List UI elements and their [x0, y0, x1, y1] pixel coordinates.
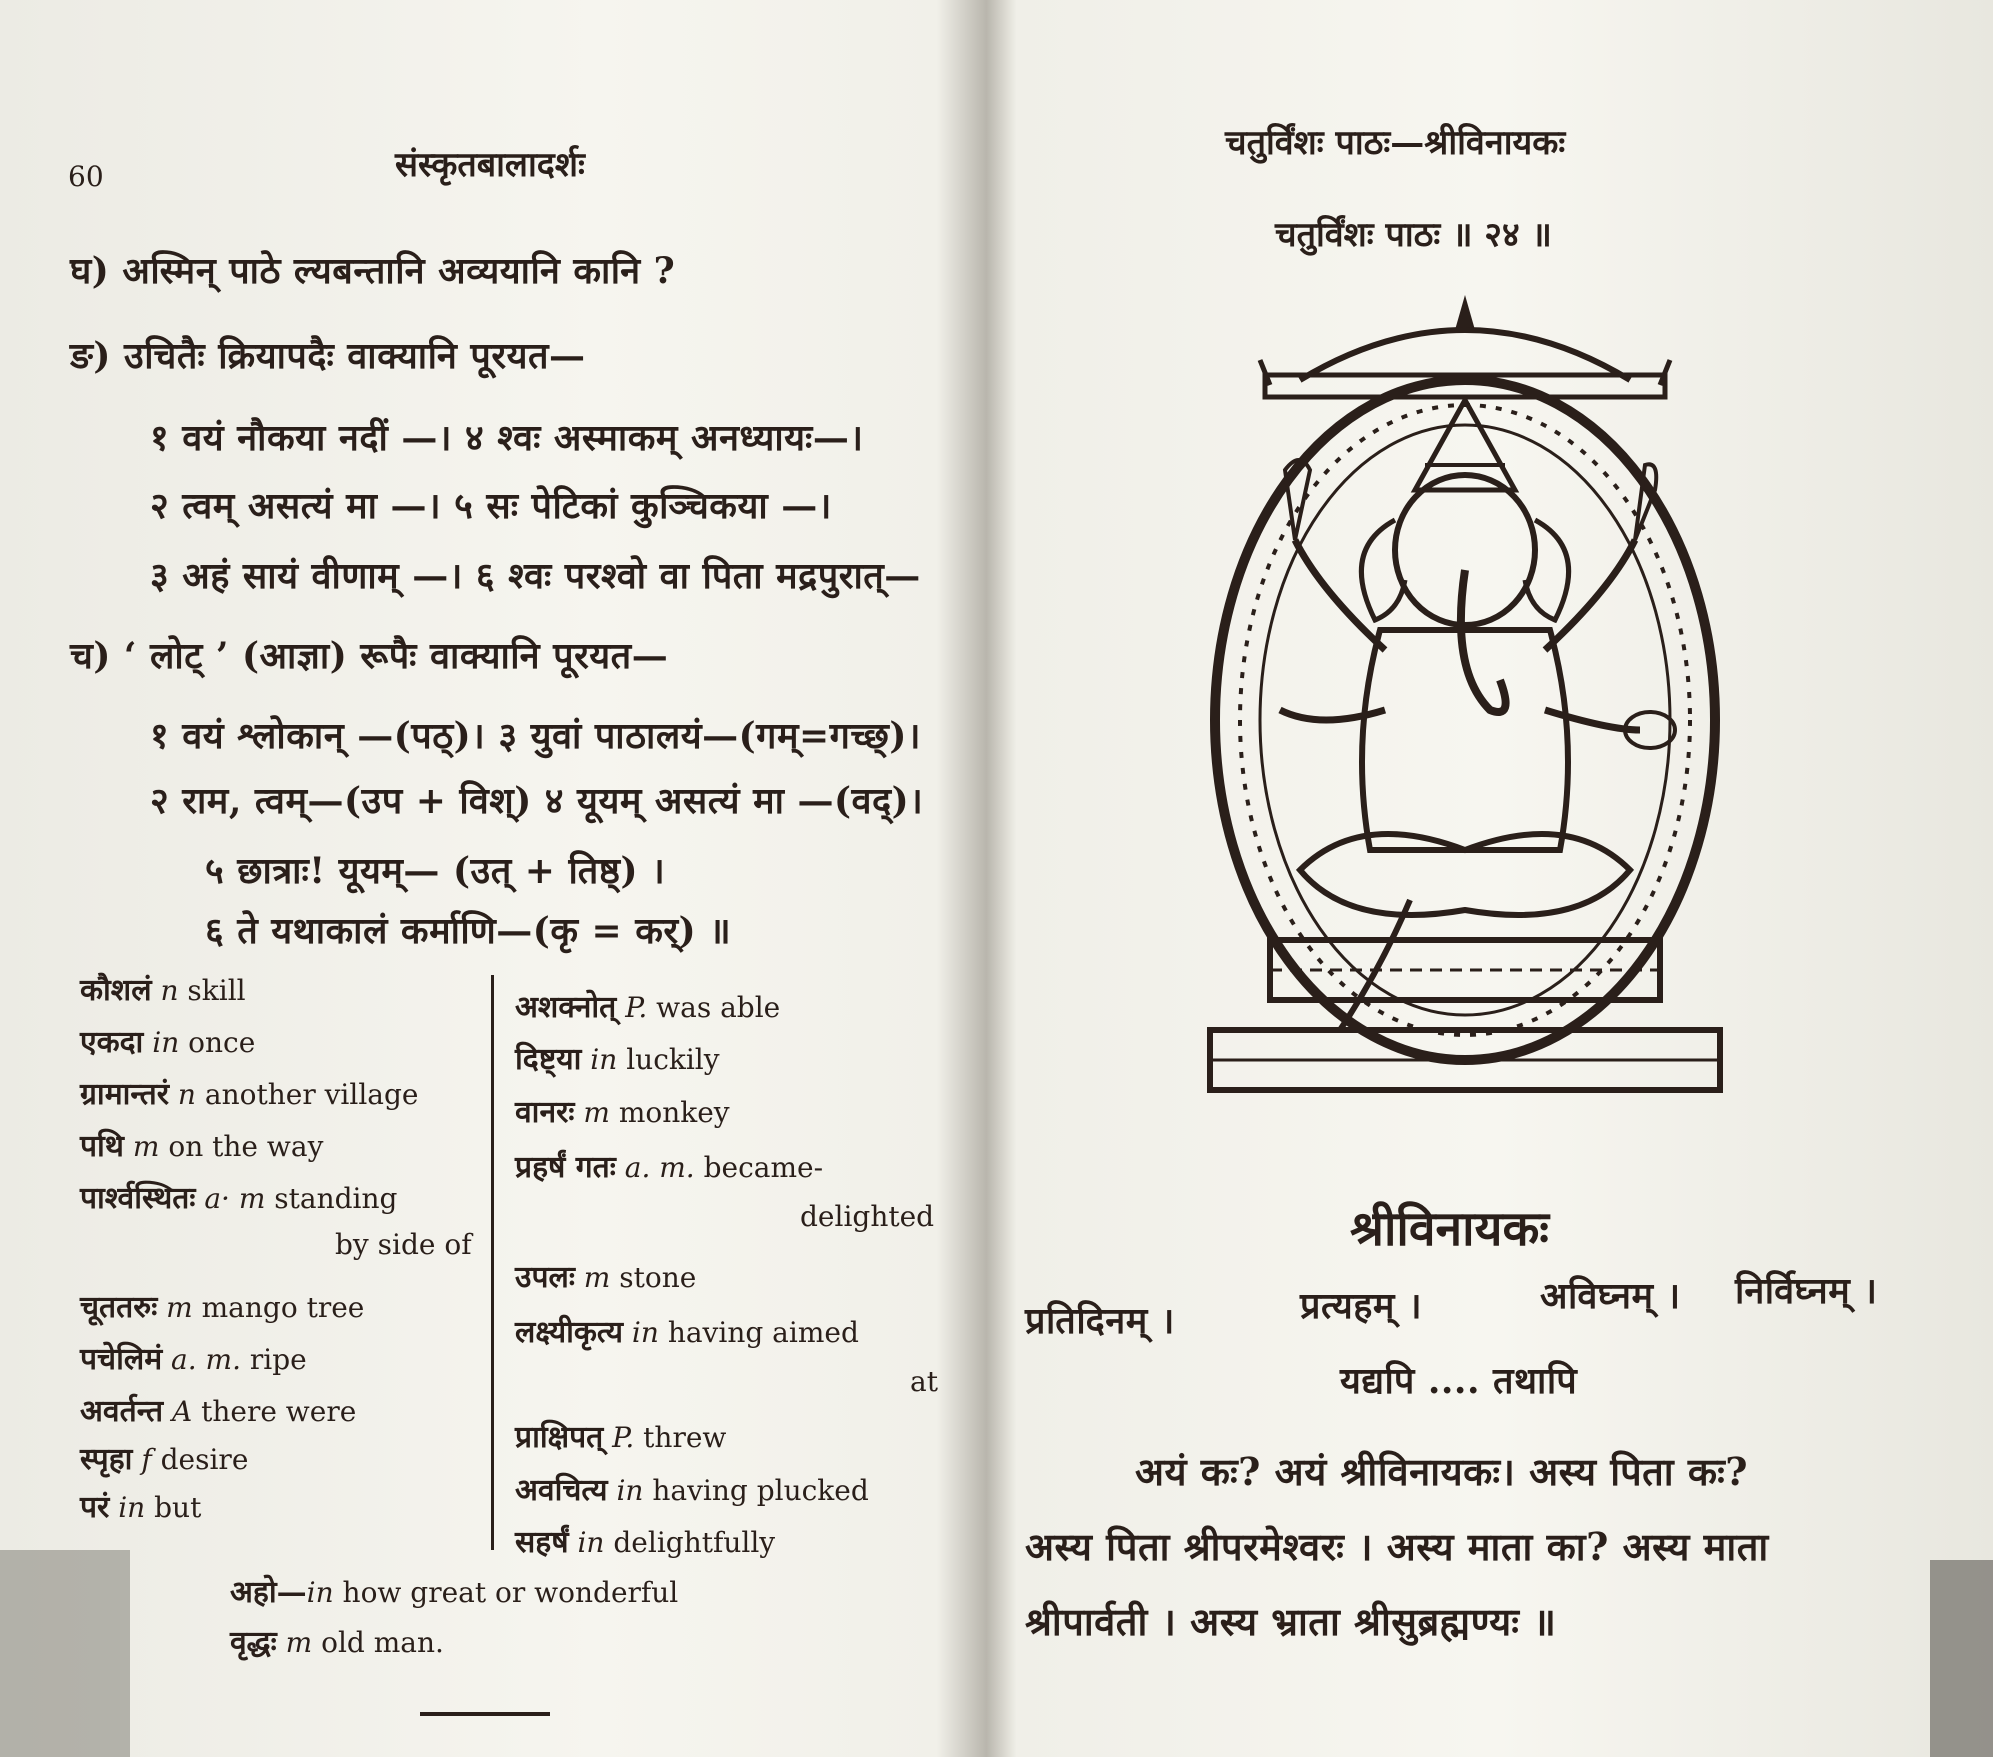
- glossary-headword: अवर्तन्त: [80, 1394, 164, 1429]
- glossary-pos: in: [577, 1526, 605, 1559]
- vocab-word: अविघ्नम् ।: [1540, 1275, 1681, 1317]
- glossary-entry: [800, 1200, 934, 1233]
- glossary-headword: प्रहर्षं गतः: [515, 1150, 616, 1185]
- glossary-headword: अवचित्य: [515, 1473, 608, 1508]
- glossary-entry: [80, 1124, 323, 1165]
- glossary-headword: वानरः: [515, 1095, 575, 1130]
- glossary-entry: [515, 1310, 859, 1351]
- glossary-entry: [515, 1520, 775, 1561]
- glossary-headword: अहो—: [230, 1575, 307, 1610]
- glossary-headword: पचेलिमं: [80, 1342, 163, 1377]
- glossary-meaning: at: [910, 1365, 938, 1398]
- glossary-headword: एकदा: [80, 1025, 144, 1060]
- glossary-pos: m: [166, 1291, 193, 1324]
- left-page: [0, 0, 970, 1757]
- exercise-line: २ राम, त्वम्—(उप + विश्) ४ यूयम् असत्यं मा —(वद्)।: [150, 780, 924, 822]
- glossary-meaning: was able: [656, 991, 781, 1024]
- glossary-meaning: another village: [204, 1078, 419, 1111]
- page-number: 60: [68, 160, 104, 193]
- glossary-headword: पार्श्वस्थितः: [80, 1181, 196, 1216]
- glossary-pos: P.: [612, 1421, 635, 1454]
- ganesha-illustration: [1180, 290, 1750, 1170]
- glossary-headword: चूततरुः: [80, 1290, 158, 1325]
- glossary-entry: [80, 1389, 356, 1430]
- glossary-entry: [515, 1037, 720, 1078]
- glossary-meaning: by side of: [335, 1228, 472, 1261]
- glossary-headword: प्राक्षिपत्: [515, 1420, 604, 1455]
- glossary-headword: दिष्ट्या: [515, 1042, 582, 1077]
- glossary-pos: a. m.: [624, 1151, 695, 1184]
- glossary-pos: in: [590, 1043, 618, 1076]
- glossary-pos: P.: [625, 991, 648, 1024]
- thumb-shadow-right: [1930, 1560, 1993, 1757]
- glossary-entry: [910, 1365, 938, 1398]
- column-divider: [491, 975, 494, 1550]
- glossary-pos: m: [583, 1096, 610, 1129]
- glossary-meaning: how great or wonderful: [342, 1576, 679, 1609]
- glossary-meaning: ripe: [249, 1343, 307, 1376]
- glossary-meaning: threw: [643, 1421, 727, 1454]
- glossary-entry: [80, 1072, 418, 1113]
- text-line: श्रीपार्वती । अस्य भ्राता श्रीसुब्रह्मण्यः ॥: [1025, 1599, 1557, 1644]
- exercise-line: च) ‘ लोट् ’ (आज्ञा) रूपैः वाक्यानि पूरयत—: [70, 635, 669, 677]
- text-line: अयं कः? अयं श्रीविनायकः। अस्य पिता कः?: [1135, 1449, 1749, 1494]
- exercise-line: ३ अहं सायं वीणाम् —। ६ श्वः परश्वो वा पिता मद्रपुरात्—: [150, 555, 921, 597]
- text-line: अस्य पिता श्रीपरमेश्वरः । अस्य माता का? अस्य माता: [1025, 1524, 1769, 1569]
- glossary-pos: in: [616, 1474, 644, 1507]
- glossary-pos: a. m.: [171, 1343, 241, 1376]
- glossary-entry: [80, 1485, 201, 1526]
- exercise-line: १ वयं नौकया नदीं —। ४ श्वः अस्माकम् अनध्यायः—।: [150, 417, 864, 459]
- lesson-title: श्रीविनायकः: [1350, 1201, 1550, 1257]
- glossary-entry: [80, 1020, 255, 1061]
- glossary-headword: लक्ष्यीकृत्य: [515, 1315, 623, 1350]
- glossary-pos: in: [152, 1026, 180, 1059]
- glossary-entry: [515, 1468, 869, 1509]
- exercise-line: घ) अस्मिन् पाठे ल्यबन्तानि अव्ययानि कानि ?: [70, 250, 676, 292]
- glossary-meaning: there were: [201, 1395, 357, 1428]
- exercise-line: ६ ते यथाकालं कर्माणि—(कृ = कर्) ॥: [205, 910, 732, 952]
- glossary-pos: f: [141, 1443, 152, 1476]
- exercise-line: २ त्वम् असत्यं मा —। ५ सः पेटिकां कुञ्चिकया —।: [150, 485, 832, 527]
- glossary-pos: m: [583, 1261, 611, 1294]
- glossary-headword: पथि: [80, 1129, 124, 1164]
- right-page: [995, 0, 1993, 1757]
- glossary-entry: [515, 1145, 823, 1186]
- glossary-meaning: having aimed: [667, 1316, 859, 1349]
- page-header: संस्कृतबालादर्शः: [395, 145, 585, 185]
- glossary-pos: n: [177, 1078, 196, 1111]
- glossary-meaning: having plucked: [652, 1474, 869, 1507]
- glossary-meaning: old man.: [321, 1626, 444, 1659]
- glossary-pos: n: [160, 974, 179, 1007]
- glossary-meaning: monkey: [618, 1096, 730, 1129]
- glossary-entry: [230, 1620, 444, 1661]
- glossary-meaning: delightfully: [613, 1526, 776, 1559]
- glossary-headword: कौशलं: [80, 973, 152, 1008]
- glossary-headword: वृद्धः: [230, 1625, 277, 1660]
- glossary-meaning: standing: [274, 1182, 398, 1215]
- glossary-pos: a· m: [204, 1182, 266, 1215]
- glossary-meaning: once: [188, 1026, 256, 1059]
- exercise-line: १ वयं श्लोकान् —(पठ्)। ३ युवां पाठालयं—(गम्=गच्छ्)।: [150, 715, 922, 757]
- glossary-meaning: delighted: [800, 1200, 935, 1233]
- glossary-pos: m: [132, 1130, 160, 1163]
- glossary-entry: [515, 1090, 730, 1131]
- glossary-entry: [515, 1255, 696, 1296]
- glossary-meaning: desire: [160, 1443, 249, 1476]
- glossary-pos: A: [171, 1395, 193, 1428]
- glossary-meaning: luckily: [626, 1043, 720, 1076]
- vocab-word: निर्विघ्नम् ।: [1735, 1270, 1878, 1312]
- glossary-headword: ग्रामान्तरं: [80, 1077, 170, 1112]
- glossary-meaning: skill: [187, 974, 246, 1007]
- glossary-meaning: stone: [619, 1261, 697, 1294]
- glossary-entry: [515, 985, 780, 1026]
- glossary-entry: [80, 968, 246, 1009]
- end-rule: [420, 1712, 550, 1716]
- glossary-entry: [80, 1285, 364, 1326]
- exercise-line: ङ) उचितैः क्रियापदैः वाक्यानि पूरयत—: [70, 335, 586, 377]
- glossary-meaning: on the way: [168, 1130, 324, 1163]
- exercise-line: ५ छात्राः! यूयम्— (उत् + तिष्ठ्) ।: [205, 850, 666, 892]
- glossary-meaning: but: [154, 1491, 202, 1524]
- glossary-headword: स्पृहा: [80, 1442, 133, 1477]
- vocab-word: प्रतिदिनम् ।: [1025, 1300, 1175, 1342]
- vocab-word: प्रत्यहम् ।: [1300, 1285, 1423, 1327]
- glossary-headword: उपलः: [515, 1260, 575, 1295]
- glossary-meaning: became-: [703, 1151, 824, 1184]
- glossary-entry: [230, 1570, 678, 1611]
- thumb-shadow-left: [0, 1550, 130, 1757]
- glossary-pos: in: [631, 1316, 659, 1349]
- glossary-pos: in: [306, 1576, 334, 1609]
- glossary-entry: [335, 1228, 472, 1261]
- glossary-pos: in: [118, 1491, 146, 1524]
- glossary-entry: [80, 1437, 248, 1478]
- glossary-entry: [80, 1337, 307, 1378]
- lesson-heading: चतुर्विंशः पाठः ॥ २४ ॥: [1275, 215, 1552, 255]
- glossary-meaning: mango tree: [201, 1291, 365, 1324]
- glossary-headword: सहर्षं: [515, 1525, 569, 1560]
- glossary-headword: परं: [80, 1490, 110, 1525]
- running-head: चतुर्विंशः पाठः—श्रीविनायकः: [1225, 123, 1566, 163]
- glossary-entry: [515, 1415, 726, 1456]
- glossary-headword: अशक्नोत्: [515, 990, 617, 1025]
- vocab-phrase: यद्यपि .... तथापि: [1340, 1360, 1578, 1402]
- glossary-entry: [80, 1176, 397, 1217]
- glossary-pos: m: [285, 1626, 313, 1659]
